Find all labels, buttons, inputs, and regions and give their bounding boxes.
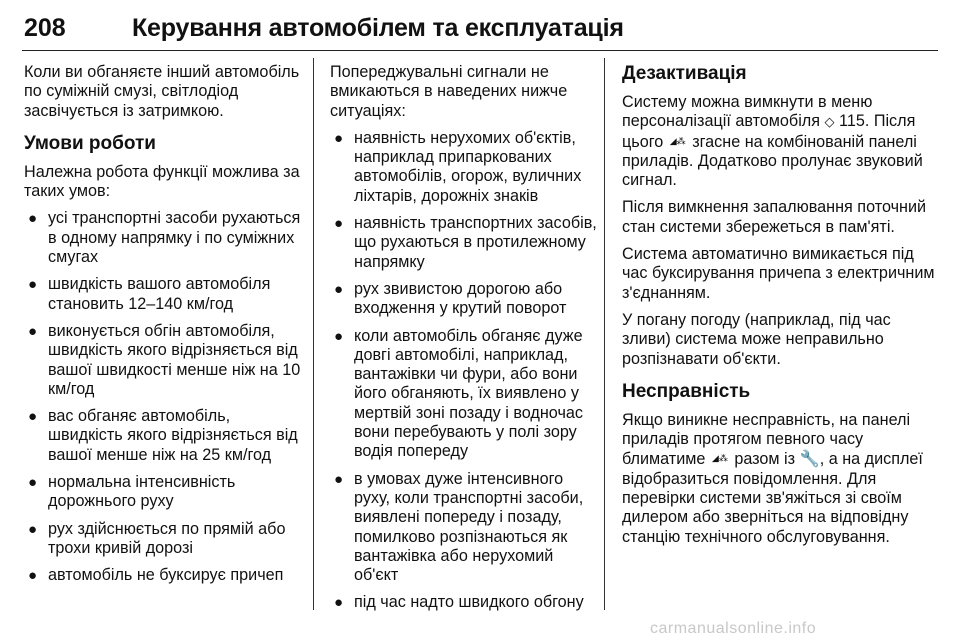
- bullet-icon: ●: [334, 215, 344, 233]
- list-item: ● нормальна інтенсивність дорожнього руху: [28, 473, 236, 511]
- bullet-icon: ●: [28, 520, 38, 538]
- page-ref-link[interactable]: 115: [839, 112, 865, 131]
- weather-paragraph: У погану погоду (наприклад, під час зливи) система може неправильно розпізнавати об'єкти.: [622, 310, 891, 368]
- column-divider: [604, 58, 605, 610]
- page-title: Керування автомобілем та експлуатація: [132, 14, 624, 42]
- list-item: ● автомобіль не буксирує причеп: [28, 566, 284, 585]
- list-item: ● швидкість вашого автомобіля становить 12–140 км/год: [28, 275, 271, 313]
- list-item: ● усі транспортні засоби рухаються в одному напрямку і по суміжних смугах: [28, 209, 301, 267]
- deactivation-paragraph: Систему можна вимкнути в меню персоналізації автомобіля ◇ 115. Після цього ◢⁂ згасне на комбінованій панелі приладів. Додатково пролунає звуковий сигнал.: [622, 93, 923, 190]
- list-item: ● рух здійснюється по прямій або трохи кривій дорозі: [28, 519, 286, 557]
- section-heading-conditions: Умови роботи: [24, 132, 156, 154]
- bullet-icon: ●: [28, 276, 38, 294]
- watermark: carmanualsonline.info: [650, 620, 817, 637]
- list-item: ● наявність нерухомих об'єктів, наприклад припаркованих автомобілів, огорож, вуличних ліхтарів, дорожніх знаків: [334, 128, 582, 205]
- column-divider: [313, 58, 314, 610]
- list-item: ● виконується обгін автомобіля, швидкість якого відрізняється від вашої швидкості менше ніж на 10 км/год: [28, 321, 301, 398]
- list-item: ● наявність транспортних засобів, що рухаються в протилежному напрямку: [334, 214, 597, 271]
- bullet-icon: ●: [334, 594, 344, 612]
- trailer-paragraph: Система автоматично вимикається під час буксирування причепа з електричним з'єднанням.: [622, 245, 935, 302]
- bullet-icon: ●: [334, 470, 344, 488]
- wrench-icon: 🔧: [799, 450, 820, 469]
- bullet-icon: ●: [28, 474, 38, 492]
- bullet-icon: ●: [28, 322, 38, 340]
- column-1: [24, 63, 309, 594]
- bullet-icon: ●: [334, 327, 344, 345]
- list-item: ● коли автомобіль обганяє дуже довгі автомобілі, наприклад, вантажівки чи фури, або вони його обганяють, їх виявлено у мертвій зоні позаду і водночас вони перебувають у полі зору водія попереду: [334, 326, 583, 461]
- list-item: ● вас обганяє автомобіль, швидкість якого відрізняється від вашої менше ніж на 25 км/год: [28, 407, 298, 464]
- bullet-icon: ●: [28, 408, 38, 426]
- warnings-lead: Попереджувальні сигнали не вмикаються в наведених нижче ситуаціях:: [330, 63, 568, 120]
- blind-spot-icon: ◢⁂: [711, 453, 728, 464]
- list-item: ● в умовах дуже інтенсивного руху, коли транспортні засоби, виявлені попереду і позаду, помилково розпізнаються як вантажівка або нерухомий об'єкт: [334, 469, 584, 585]
- page-header: [22, 10, 938, 51]
- conditions-lead: Належна робота функції можлива за таких умов:: [24, 162, 300, 201]
- list-item: ● рух звивистою дорогою або входження у крутий поворот: [334, 279, 567, 318]
- intro-paragraph: Коли ви обганяєте інший автомобіль по суміжній смузі, світлодіод засвічується із затримкою.: [24, 63, 300, 120]
- page-number: 208: [24, 14, 66, 42]
- column-2: [330, 63, 598, 621]
- fault-paragraph: Якщо виникне несправність, на панелі приладів протягом певного часу блиматиме ◢⁂ разом із 🔧, а на дисплеї відобразиться повідомлення. Для перевірки системи зв'яжіться зі своїм дилером або зверніться на відповідну станцію технічного обслуговування.: [622, 410, 923, 546]
- bullet-icon: ●: [28, 567, 38, 585]
- column-3: [622, 63, 942, 555]
- section-heading-fault: Несправність: [622, 380, 751, 402]
- bullet-icon: ●: [28, 210, 38, 228]
- page-ref-arrow-icon: ◇: [824, 114, 835, 130]
- bullet-icon: ●: [334, 280, 344, 298]
- conditions-list: [24, 209, 309, 585]
- bullet-icon: ●: [334, 129, 344, 147]
- blind-spot-icon: ◢⁂: [669, 135, 686, 146]
- list-item: ● під час надто швидкого обгону: [334, 593, 584, 612]
- section-heading-deactivation: Дезактивація: [622, 63, 747, 84]
- memory-paragraph: Після вимкнення запалювання поточний стан системи збережеться в пам'яті.: [622, 198, 927, 236]
- warnings-list: [330, 129, 598, 613]
